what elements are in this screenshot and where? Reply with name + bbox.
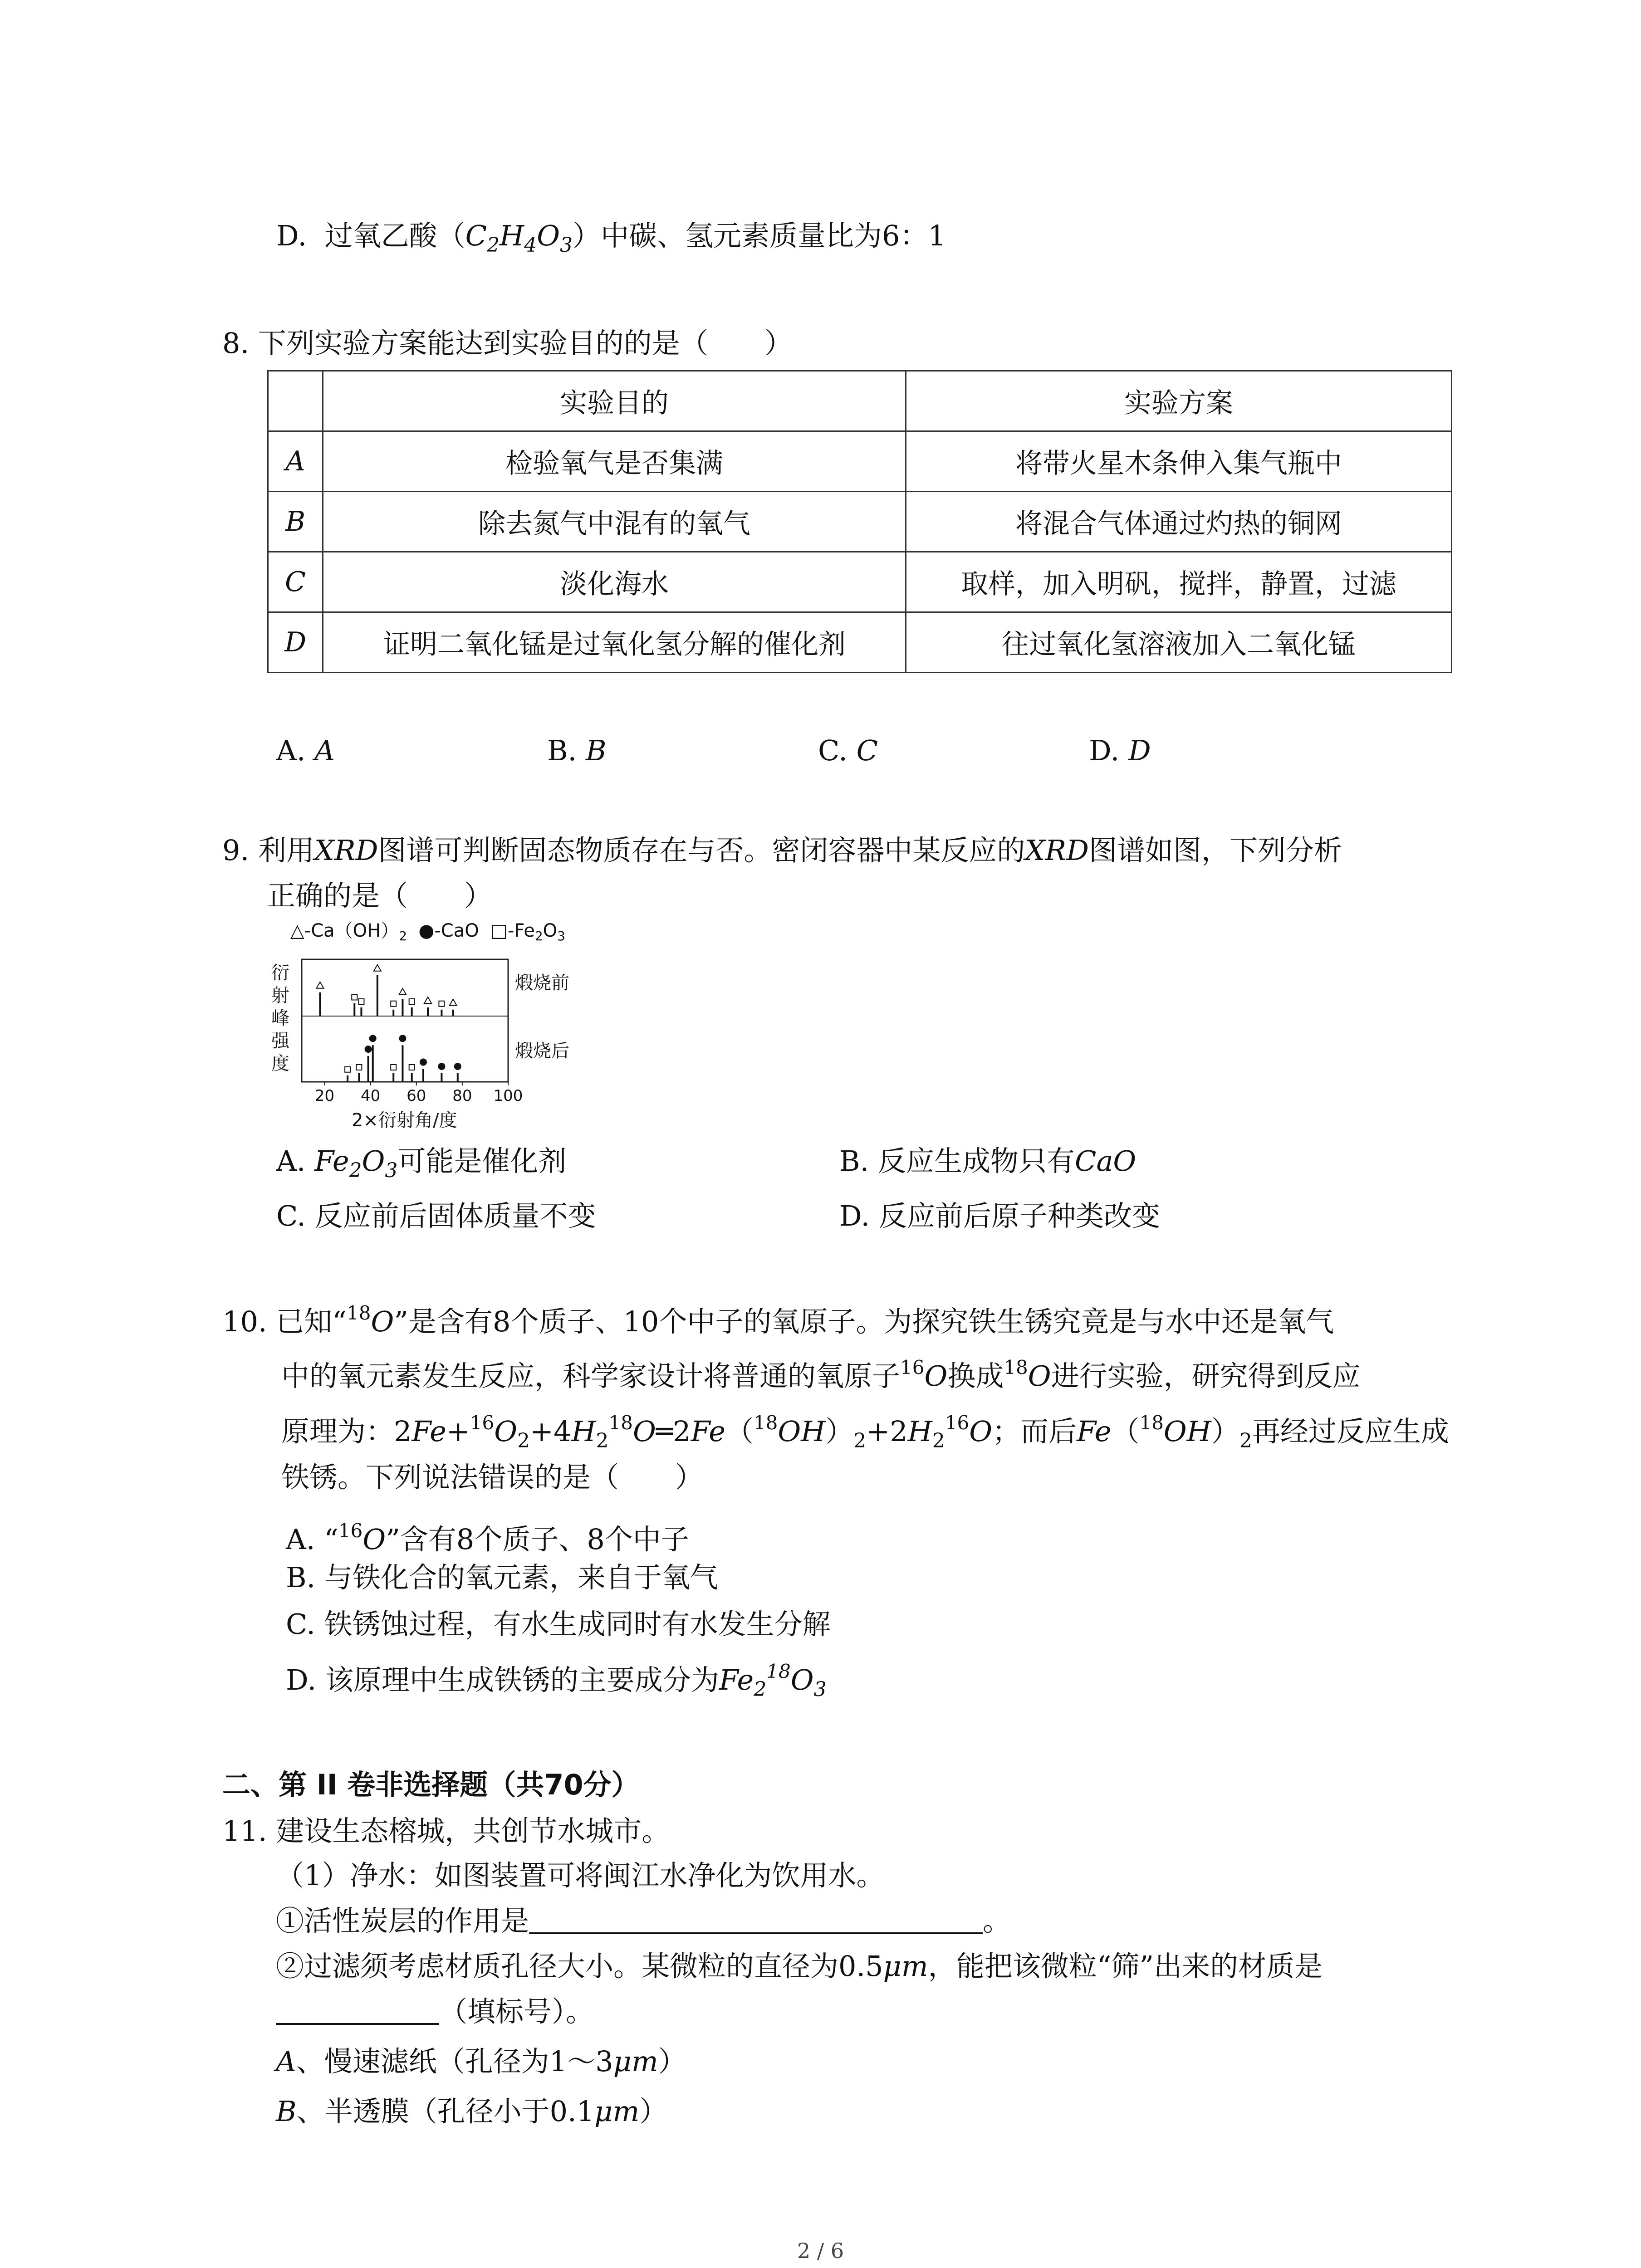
q10-option-d: D. 该原理中生成铁锈的主要成分为$Fe_2^{18}O_3$ xyxy=(286,1660,827,1701)
formula-fe2o3: $Fe_2O_3$ xyxy=(314,1144,398,1182)
peak-marker-dot xyxy=(399,1035,406,1042)
plot-frame xyxy=(302,959,508,1082)
peak-marker-square xyxy=(409,999,415,1004)
row-key: D xyxy=(268,612,323,673)
panel-bottom-label: 煅烧后 xyxy=(515,1041,569,1061)
row-key: C xyxy=(268,552,323,612)
section-title: 二、第 II 卷非选择题（共70分） xyxy=(222,1768,640,1801)
peak-marker-triangle xyxy=(450,999,457,1006)
peak-marker-square xyxy=(391,1001,396,1007)
option-label: D. xyxy=(276,219,307,252)
peak-marker-square xyxy=(345,1067,350,1072)
peak-marker-dot xyxy=(454,1063,461,1070)
q10-line3: 原理为：$2Fe+^{16}O_2+4H_2^{18}O═2Fe(^{18}OH)_2+2H_2^{16}O$；而后$Fe(^{18}OH)_2$再经过反应生成 xyxy=(281,1412,1449,1452)
x-tick-label: 60 xyxy=(407,1087,426,1105)
x-tick-label: 40 xyxy=(361,1087,381,1105)
legend-caoh2: $\triangle-Ca(OH)_2$ xyxy=(290,920,407,943)
header-cell xyxy=(268,371,323,431)
row-key: B xyxy=(268,492,323,552)
peak-marker-dot xyxy=(369,1035,377,1042)
legend-cao: ●-CaO xyxy=(418,920,479,941)
x-tick-label: 80 xyxy=(452,1087,472,1105)
table-header-row xyxy=(268,371,1452,431)
row-goal: 淡化海水 xyxy=(323,552,906,612)
peak-marker-dot xyxy=(365,1046,372,1053)
peak-marker-triangle xyxy=(316,982,323,988)
panel-top-label: 煅烧前 xyxy=(515,973,569,993)
q11-item1: ①活性炭层的作用是 。 xyxy=(276,1904,1011,1937)
legend-fe2o3: $□-Fe_2O_3$ xyxy=(490,920,565,943)
x-tick-label: 20 xyxy=(314,1087,335,1105)
peak-marker-square xyxy=(356,1065,362,1070)
q10-line4: 铁锈。下列说法错误的是（ ） xyxy=(281,1461,704,1494)
q8-option-c: C. C xyxy=(818,734,878,767)
q11-option-b: B、半透膜（孔径小于0.1μm） xyxy=(276,2095,668,2128)
row-key: A xyxy=(268,431,323,492)
q8-option-b: B. B xyxy=(547,734,607,767)
q10-line1: 10. 已知“$^{18}$O”是含有8个质子、10个中子的氧原子。为探究铁生锈究竟是与水中还是氧气 xyxy=(222,1302,1334,1338)
row-plan: 取样，加入明矾，搅拌，静置，过滤 xyxy=(906,552,1452,612)
xrd-plot xyxy=(250,916,594,1129)
row-plan: 将混合气体通过灼热的铜网 xyxy=(906,492,1452,552)
header-plan: 实验方案 xyxy=(906,371,1452,431)
q9-option-a: A. $Fe_2O_3$可能是催化剂 xyxy=(276,1144,567,1182)
q10-option-b: B. 与铁化合的氧元素，来自于氧气 xyxy=(286,1561,718,1594)
q11-stem: 11. 建设生态榕城，共创节水城市。 xyxy=(222,1814,670,1848)
q10-line2: 中的氧元素发生反应，科学家设计将普通的氧原子$^{16}$O换成$^{18}$O进行实验，研究得到反应 xyxy=(281,1356,1361,1393)
peak-marker-triangle xyxy=(374,965,381,971)
q9-stem-line2: 正确的是（ ） xyxy=(267,879,493,912)
answer-blank[interactable] xyxy=(276,1996,439,2025)
q11-part1: （1）净水：如图装置可将闽江水净化为饮用水。 xyxy=(276,1859,885,1892)
row-goal: 除去氮气中混有的氧气 xyxy=(323,492,906,552)
reaction-equation: $2Fe+^{16}O_2+4H_2^{18}O═2Fe(^{18}OH)_2+2H_2^{16}O$ xyxy=(394,1412,993,1452)
peak-marker-square xyxy=(352,995,357,1000)
peak-marker-square xyxy=(358,999,364,1004)
page-number: 2 / 6 xyxy=(797,2239,844,2263)
q10-option-c: C. 铁锈蚀过程，有水生成同时有水发生分解 xyxy=(286,1608,831,1641)
formula-fe2-18o3: $Fe_2^{18}O_3$ xyxy=(719,1660,827,1701)
xrd-chart xyxy=(250,916,594,1129)
q9-option-b: B. 反应生成物只有CaO xyxy=(839,1144,1136,1178)
q7-option-d: D. 过氧乙酸$(C_2H_4O_3)$中碳、氢元素质量比为6：1 xyxy=(276,219,946,257)
answer-blank[interactable] xyxy=(529,1905,983,1934)
q8-stem: 8. 下列实验方案能达到实验目的的是（ ） xyxy=(222,327,793,360)
q11-option-a: A、慢速滤纸（孔径为1～3μm） xyxy=(276,2045,686,2078)
y-axis-label: 衍 射 峰 强 度 xyxy=(271,963,289,1074)
peak-marker-triangle xyxy=(399,988,406,995)
q8-option-d: D. D xyxy=(1089,734,1151,767)
q11-item2-line2: （填标号）。 xyxy=(276,1991,594,2032)
row-goal: 检验氧气是否集满 xyxy=(323,431,906,492)
q9-option-c: C. 反应前后固体质量不变 xyxy=(276,1199,596,1232)
row-plan: 往过氧化氢溶液加入二氧化锰 xyxy=(906,612,1452,673)
table-row xyxy=(268,612,1452,673)
peak-marker-dot xyxy=(420,1059,427,1066)
header-goal: 实验目的 xyxy=(323,371,906,431)
q10-option-a: A. “$^{16}$O”含有8个质子、8个中子 xyxy=(286,1520,689,1556)
x-axis-title: 2×衍射角/度 xyxy=(352,1110,457,1131)
q11-item2: ②过滤须考虑材质孔径大小。某微粒的直径为0.5μm，能把该微粒“筛”出来的材质是 xyxy=(276,1950,1323,1983)
row-goal: 证明二氧化锰是过氧化氢分解的催化剂 xyxy=(323,612,906,673)
formula-c2h4o3: $C_2H_4O_3$ xyxy=(465,219,573,257)
peak-marker-square xyxy=(409,1065,415,1070)
table-row xyxy=(268,552,1452,612)
q8-option-a: A. A xyxy=(276,734,335,767)
q9-stem: 9. 利用XRD图谱可判断固态物质存在与否。密闭容器中某反应的XRD图谱如图，下列分析 xyxy=(222,834,1342,867)
peak-marker-square xyxy=(391,1065,396,1070)
x-tick-label: 100 xyxy=(493,1087,523,1105)
table-row xyxy=(268,492,1452,552)
row-plan: 将带火星木条伸入集气瓶中 xyxy=(906,431,1452,492)
q8-table xyxy=(267,370,1452,673)
peak-marker-square xyxy=(439,1001,444,1007)
q9-option-d: D. 反应前后原子种类改变 xyxy=(839,1199,1160,1232)
peak-marker-dot xyxy=(438,1063,445,1070)
peak-marker-triangle xyxy=(424,997,431,1003)
table-row xyxy=(268,431,1452,492)
